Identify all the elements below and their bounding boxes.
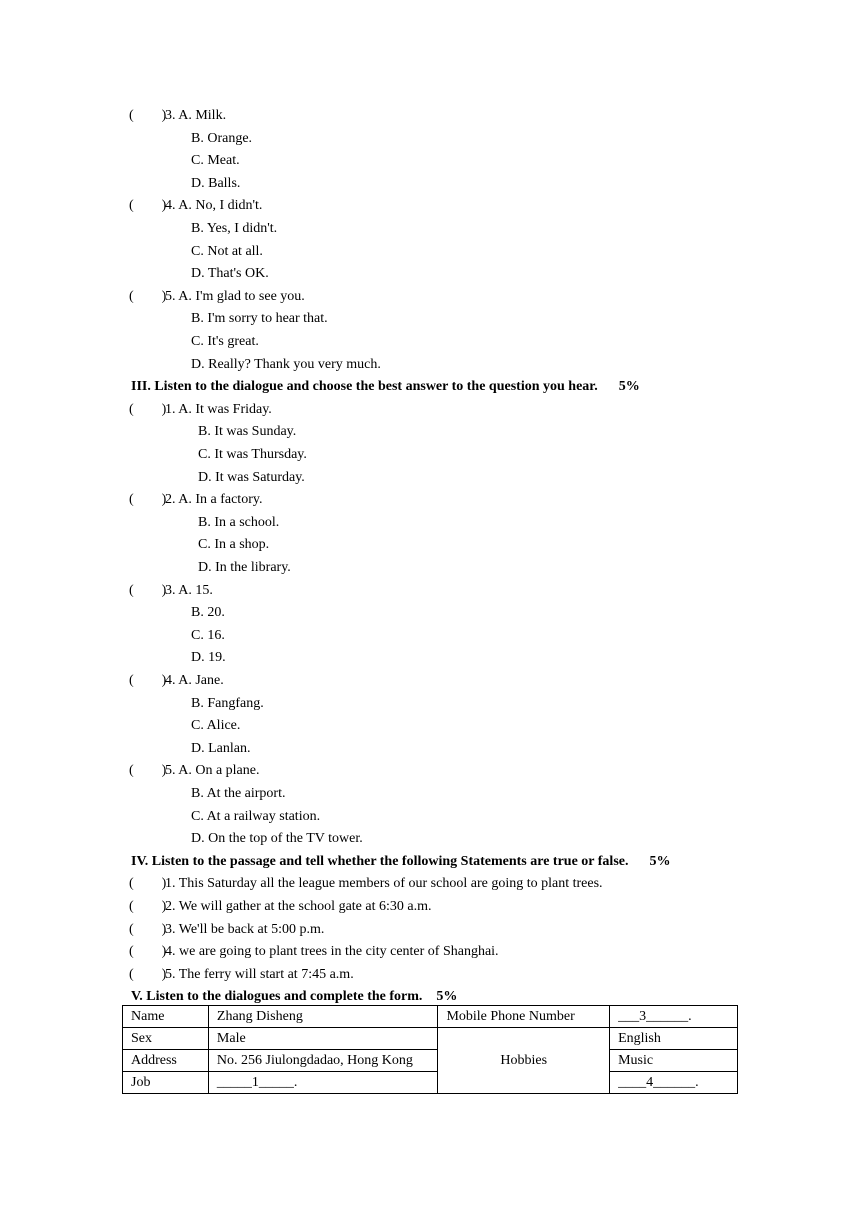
- answer-option: D. 19.: [191, 650, 226, 666]
- form-row-job: [123, 1072, 738, 1094]
- question-stem: 3. A. 15.: [165, 582, 213, 598]
- section-heading: IV. Listen to the passage and tell whether the following Statements are true or false. 5%: [131, 853, 671, 869]
- form-row-name: [123, 1006, 738, 1028]
- answer-option: B. I'm sorry to hear that.: [191, 311, 328, 327]
- answer-blank[interactable]: ( ): [129, 763, 167, 779]
- question-stem: 1. This Saturday all the league members of our school are going to plant trees.: [165, 876, 603, 892]
- job-label: Job: [123, 1072, 209, 1094]
- answer-blank[interactable]: ( ): [129, 288, 167, 304]
- answer-blank[interactable]: ( ): [129, 899, 167, 914]
- answer-blank[interactable]: ( ): [129, 673, 167, 688]
- answer-option: D. Balls.: [191, 175, 241, 191]
- answer-option: B. 20.: [191, 605, 225, 621]
- answer-option: B. At the airport.: [191, 786, 286, 801]
- answer-option: D. Lanlan.: [191, 740, 251, 756]
- hobbies-label: Hobbies: [438, 1028, 610, 1094]
- question-stem: 5. A. I'm glad to see you.: [165, 288, 305, 304]
- name-value: Zhang Disheng: [208, 1006, 438, 1028]
- name-label: Name: [123, 1006, 209, 1028]
- answer-option: C. Not at all.: [191, 243, 263, 259]
- question-stem: 2. A. In a factory.: [165, 492, 263, 508]
- question-stem: 5. A. On a plane.: [165, 763, 260, 779]
- form-row-address: [123, 1050, 738, 1072]
- answer-option: C. Meat.: [191, 153, 240, 169]
- hobby-english: English: [610, 1028, 738, 1050]
- question-stem: 5. The ferry will start at 7:45 a.m.: [165, 966, 354, 982]
- answer-option: D. On the top of the TV tower.: [191, 831, 363, 847]
- answer-blank[interactable]: ( ): [129, 966, 167, 982]
- answer-option: C. It's great.: [191, 334, 259, 349]
- address-label: Address: [123, 1050, 209, 1072]
- answer-blank[interactable]: ( ): [129, 876, 167, 892]
- answer-option: D. It was Saturday.: [198, 469, 305, 485]
- info-form-table: [122, 1005, 738, 1094]
- answer-option: B. Fangfang.: [191, 695, 264, 711]
- answer-option: D. In the library.: [198, 560, 291, 575]
- section-heading: III. Listen to the dialogue and choose the best answer to the question you hear. 5%: [131, 379, 640, 395]
- sex-label: Sex: [123, 1028, 209, 1050]
- answer-option: C. 16.: [191, 627, 225, 643]
- question-stem: 1. A. It was Friday.: [165, 401, 272, 417]
- section-heading: V. Listen to the dialogues and complete the form. 5%: [131, 989, 458, 1005]
- address-value: No. 256 Jiulongdadao, Hong Kong: [208, 1050, 438, 1072]
- answer-blank[interactable]: ( ): [129, 401, 167, 417]
- answer-option: C. It was Thursday.: [198, 447, 307, 462]
- answer-option: C. In a shop.: [198, 537, 270, 553]
- phone-blank[interactable]: ___3______.: [610, 1006, 738, 1028]
- answer-blank[interactable]: ( ): [129, 492, 167, 508]
- question-stem: 4. we are going to plant trees in the city center of Shanghai.: [165, 944, 499, 960]
- answer-option: B. It was Sunday.: [198, 424, 297, 440]
- hobby-blank[interactable]: ____4______.: [610, 1072, 738, 1094]
- answer-option: B. In a school.: [198, 514, 280, 530]
- answer-option: C. Alice.: [191, 718, 241, 734]
- question-stem: 4. A. Jane.: [165, 673, 224, 688]
- question-stem: 2. We will gather at the school gate at 6:30 a.m.: [165, 899, 432, 914]
- form-row-sex: [123, 1028, 738, 1050]
- question-stem: 4. A. No, I didn't.: [165, 198, 263, 214]
- answer-option: D. That's OK.: [191, 266, 269, 282]
- answer-option: D. Really? Thank you very much.: [191, 356, 381, 372]
- answer-option: B. Yes, I didn't.: [191, 221, 278, 236]
- answer-blank[interactable]: ( ): [129, 582, 167, 598]
- hobby-music: Music: [610, 1050, 738, 1072]
- phone-label: Mobile Phone Number: [438, 1006, 610, 1028]
- answer-blank[interactable]: ( ): [129, 944, 167, 960]
- answer-option: C. At a railway station.: [191, 808, 321, 824]
- answer-blank[interactable]: ( ): [129, 108, 167, 123]
- sex-value: Male: [208, 1028, 438, 1050]
- answer-option: B. Orange.: [191, 130, 253, 146]
- answer-blank[interactable]: ( ): [129, 921, 167, 937]
- question-stem: 3. A. Milk.: [165, 108, 227, 123]
- job-blank[interactable]: _____1_____.: [208, 1072, 438, 1094]
- answer-blank[interactable]: ( ): [129, 198, 167, 214]
- question-stem: 3. We'll be back at 5:00 p.m.: [165, 921, 325, 937]
